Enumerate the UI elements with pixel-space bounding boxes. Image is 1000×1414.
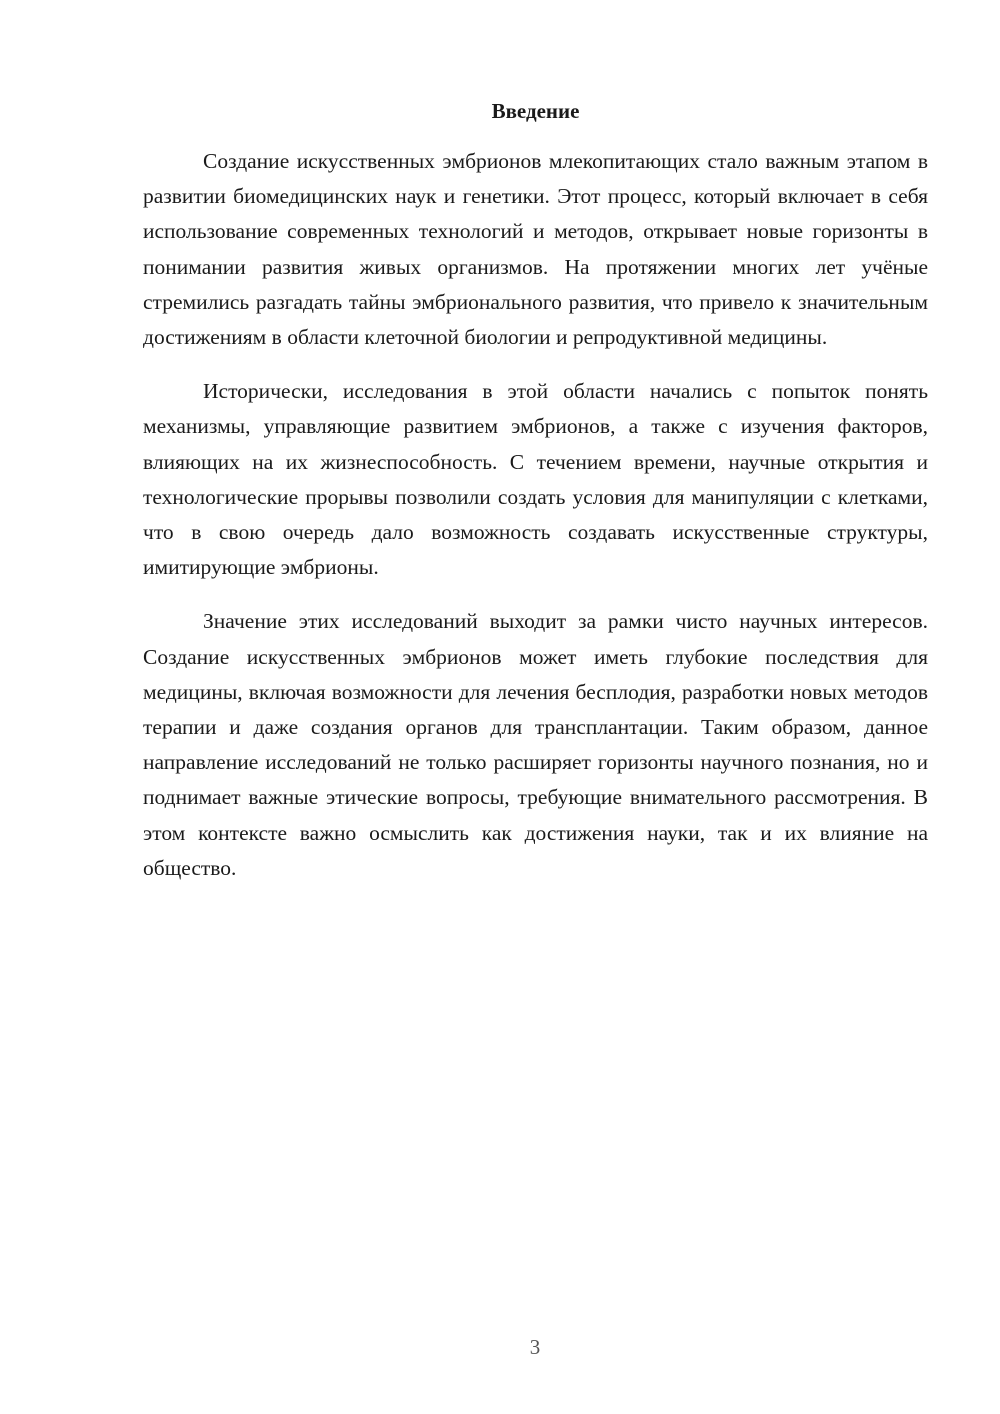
paragraph-3: Значение этих исследований выходит за рамки чисто научных интересов. Создание искусственных эмбрионов может иметь глубокие последствия для медицины, включая возможности для лечения бесплодия, разработки новых методов терапии и даже создания органов для трансплантации. Таким образом, данное направление исследований не только расширяет горизонты научного познания, но и поднимает важные этические вопросы, требующие внимательного рассмотрения. В этом контексте важно осмыслить как достижения науки, так и их влияние на общество. — [143, 609, 928, 880]
paragraph-1: Создание искусственных эмбрионов млекопитающих стало важным этапом в развитии биомедицинских наук и генетики. Этот процесс, который включает в себя использование современных технологий и методов, открывает новые горизонты в понимании развития живых организмов. На протяжении многих лет учёные стремились разгадать тайны эмбрионального развития, что привело к значительным достижениям в области клеточной биологии и репродуктивной медицины. — [143, 149, 928, 350]
paragraph-2: Исторически, исследования в этой области начались с попыток понять механизмы, управляющие развитием эмбрионов, а также с изучения факторов, влияющих на их жизнеспособность. С течением времени, научные открытия и технологические прорывы позволили создать условия для манипуляции с клетками, что в свою очередь дало возможность создавать искусственные структуры, имитирующие эмбрионы. — [143, 379, 928, 580]
section-heading: Введение — [491, 99, 580, 123]
page-number: 3 — [529, 1335, 541, 1359]
body-text — [143, 144, 928, 886]
